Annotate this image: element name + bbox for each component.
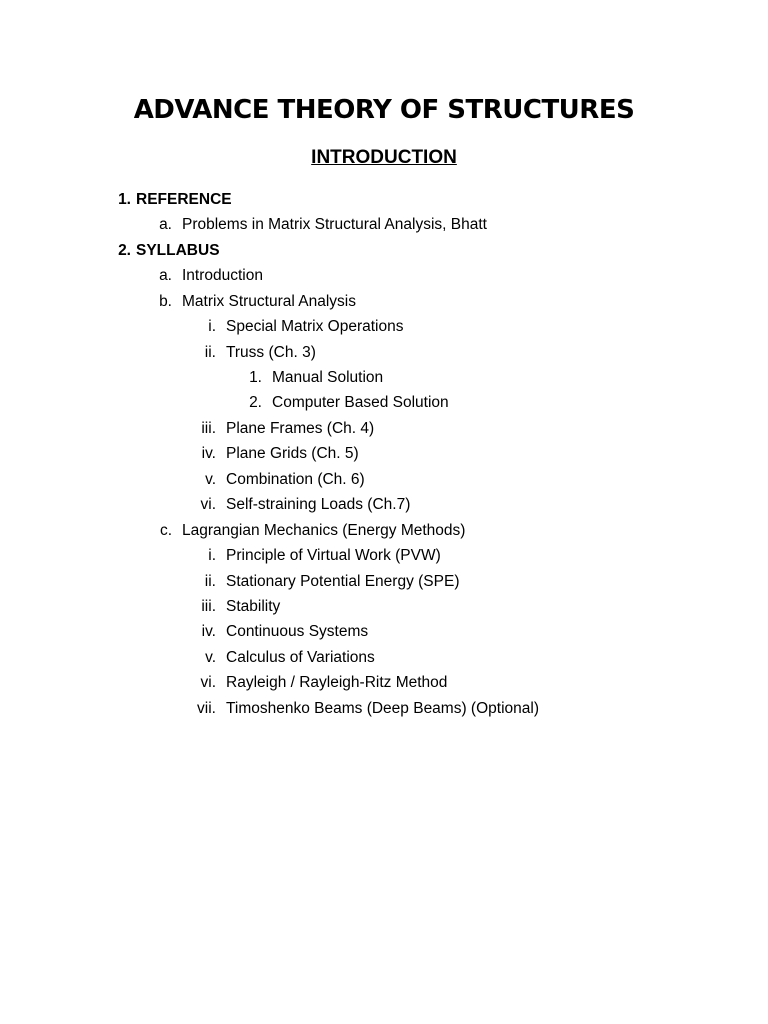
outline-label: Timoshenko Beams (Deep Beams) (Optional) bbox=[226, 700, 539, 717]
outline-marker: v. bbox=[205, 649, 216, 666]
outline-label: REFERENCE bbox=[136, 191, 232, 208]
outline-marker: iii. bbox=[201, 598, 216, 615]
outline-marker: i. bbox=[208, 318, 216, 335]
outline-label: Rayleigh / Rayleigh-Ritz Method bbox=[226, 674, 448, 691]
outline-label: Plane Grids (Ch. 5) bbox=[226, 445, 359, 462]
outline-label: Manual Solution bbox=[272, 369, 384, 386]
outline-label: Truss (Ch. 3) bbox=[226, 344, 316, 361]
outline-label: Combination (Ch. 6) bbox=[226, 471, 365, 488]
outline-marker: vi. bbox=[200, 496, 216, 513]
outline-marker: ii. bbox=[204, 573, 216, 590]
outline-label: Special Matrix Operations bbox=[226, 318, 404, 335]
outline-marker: vii. bbox=[197, 700, 216, 717]
outline-marker: i. bbox=[208, 547, 216, 564]
outline-label: Introduction bbox=[182, 267, 263, 284]
outline-label: Computer Based Solution bbox=[272, 394, 449, 411]
outline-label: Self-straining Loads (Ch.7) bbox=[226, 496, 411, 513]
outline-label: Continuous Systems bbox=[226, 623, 369, 640]
outline-marker: iv. bbox=[201, 623, 216, 640]
outline-marker: 2. bbox=[249, 394, 262, 411]
outline-label: Calculus of Variations bbox=[226, 649, 375, 666]
outline-marker: 1. bbox=[118, 191, 131, 208]
outline-marker: iii. bbox=[201, 420, 216, 437]
outline-label: Principle of Virtual Work (PVW) bbox=[226, 547, 441, 564]
outline-marker: ii. bbox=[204, 344, 216, 361]
outline-marker: iv. bbox=[201, 445, 216, 462]
outline-label: Problems in Matrix Structural Analysis, Bhatt bbox=[182, 216, 487, 233]
document-title: ADVANCE THEORY OF STRUCTURES bbox=[133, 95, 635, 125]
outline-marker: b. bbox=[159, 293, 172, 310]
outline-label: Plane Frames (Ch. 4) bbox=[226, 420, 375, 437]
section-heading-introduction: INTRODUCTION bbox=[311, 147, 457, 168]
outline-label: SYLLABUS bbox=[136, 242, 220, 259]
outline-marker: c. bbox=[159, 522, 172, 539]
outline-label: Lagrangian Mechanics (Energy Methods) bbox=[182, 522, 466, 539]
outline-marker: 1. bbox=[249, 369, 262, 386]
outline-marker: 2. bbox=[118, 242, 131, 259]
outline-label: Matrix Structural Analysis bbox=[182, 293, 356, 310]
outline-marker: vi. bbox=[200, 674, 216, 691]
outline-marker: a. bbox=[159, 216, 172, 233]
outline-marker: a. bbox=[159, 267, 172, 284]
outline-marker: v. bbox=[205, 471, 216, 488]
outline-label: Stationary Potential Energy (SPE) bbox=[226, 573, 460, 590]
outline-label: Stability bbox=[226, 598, 281, 615]
